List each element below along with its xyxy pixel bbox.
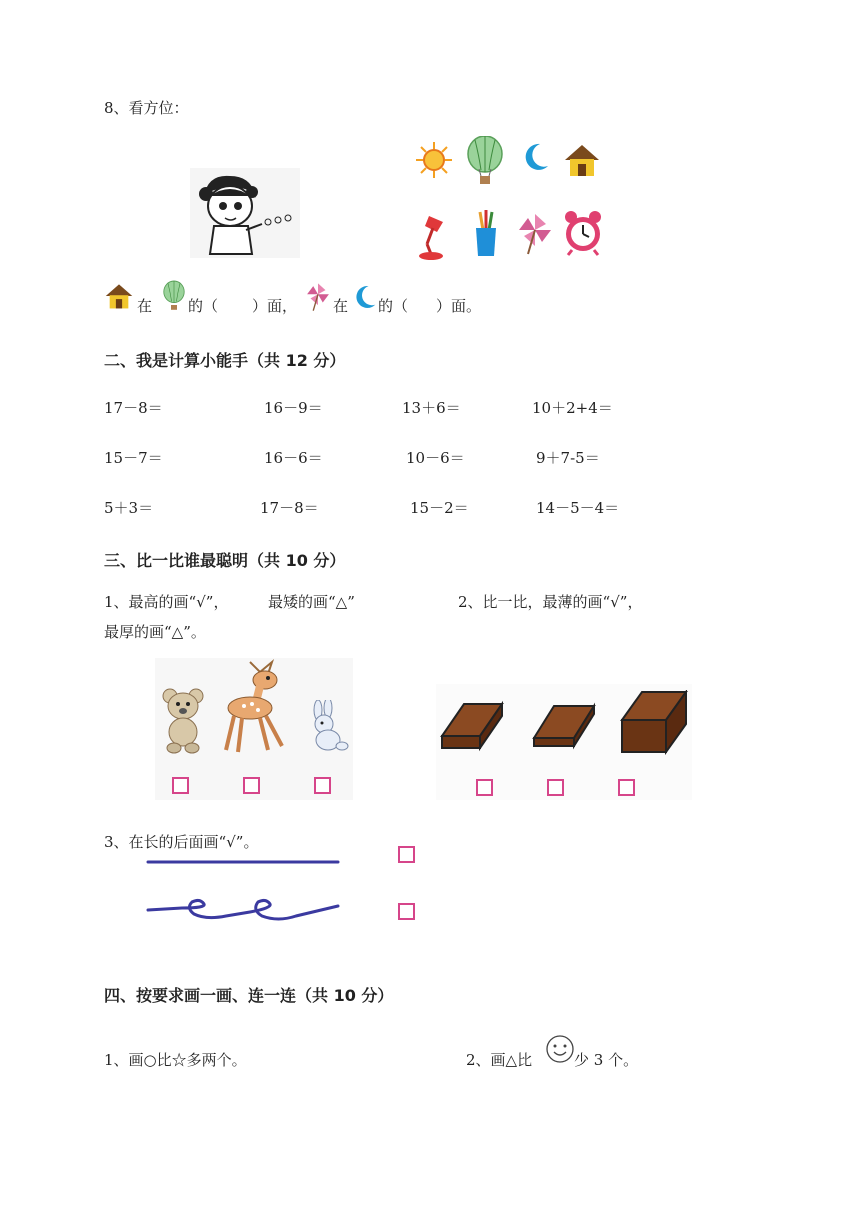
answer-checkbox-straight-line[interactable] [398,846,415,863]
answer-checkbox-bear[interactable] [172,777,189,794]
section3-q2-text: 2、比一比，最薄的画“√”， [458,593,643,611]
moon-inline-icon [355,284,377,310]
thin-book-image-2 [532,700,596,752]
calc-problem: 14－5－4＝ [536,499,620,517]
section4-q1-text: 1、画○比☆多两个。 [104,1051,247,1069]
answer-checkbox-deer[interactable] [243,777,260,794]
calc-problem: 5＋3＝ [104,499,154,517]
alarm-clock-icon [562,210,604,256]
q8-text-at-1: 在 [137,297,153,315]
answer-checkbox-book-1[interactable] [476,779,493,796]
calc-problem: 10－6＝ [406,449,465,467]
answer-checkbox-curly-line[interactable] [398,903,415,920]
calc-problem: 15－2＝ [410,499,469,517]
desk-lamp-icon [415,212,451,260]
q8-answer-blank-1[interactable]: ）面， [252,297,298,315]
answer-checkbox-book-2[interactable] [547,779,564,796]
q8-title: 8、看方位： [104,99,189,117]
girl-image [190,168,300,258]
calc-problem: 17－8＝ [260,499,319,517]
calc-problem: 17－8＝ [104,399,163,417]
hot-air-balloon-icon [465,136,505,186]
pinwheel-inline-icon [305,282,331,312]
balloon-inline-icon [162,280,186,312]
calc-problem: 9＋7-5＝ [536,449,600,467]
q8-text-of-1: 的（ [188,297,219,315]
bear-image [160,686,208,754]
sun-icon [414,140,454,180]
pinwheel-icon [516,212,554,256]
thin-book-image-1 [440,700,504,752]
calc-problem: 13＋6＝ [402,399,461,417]
rabbit-image [304,700,350,754]
section2-heading: 二、我是计算小能手（共 12 分） [104,351,346,370]
section3-q2-text-b: 最厚的画“△”。 [104,623,206,641]
calc-problem: 10＋2+4＝ [532,399,613,417]
calc-problem: 16－6＝ [264,449,323,467]
q8-answer-blank-2[interactable]: ）面。 [436,297,482,315]
calc-problem: 16－9＝ [264,399,323,417]
straight-line-image [146,854,340,870]
answer-checkbox-book-3[interactable] [618,779,635,796]
calc-problem: 15－7＝ [104,449,163,467]
answer-checkbox-rabbit[interactable] [314,777,331,794]
section3-heading: 三、比一比谁最聪明（共 10 分） [104,551,346,570]
curly-line-image [146,896,340,926]
q8-text-at-2: 在 [333,297,349,315]
section3-q1-text: 1、最高的画“√”， [104,593,229,611]
section4-q2-text: 2、画△比 [466,1051,533,1069]
smiley-face-icon [545,1034,575,1064]
house-inline-icon [104,282,134,310]
deer-image [220,658,294,756]
house-icon [563,142,601,178]
section3-q1-text-b: 最矮的画“△” [268,593,355,611]
pencil-cup-icon [470,208,502,258]
q8-text-of-2: 的（ [378,297,409,315]
moon-icon [524,142,550,172]
section3-q3-text: 3、在长的后面画“√”。 [104,833,259,851]
thick-book-image [620,690,688,756]
section4-heading: 四、按要求画一画、连一连（共 10 分） [104,986,394,1005]
section4-q2-text-b: 少 3 个。 [574,1051,639,1069]
